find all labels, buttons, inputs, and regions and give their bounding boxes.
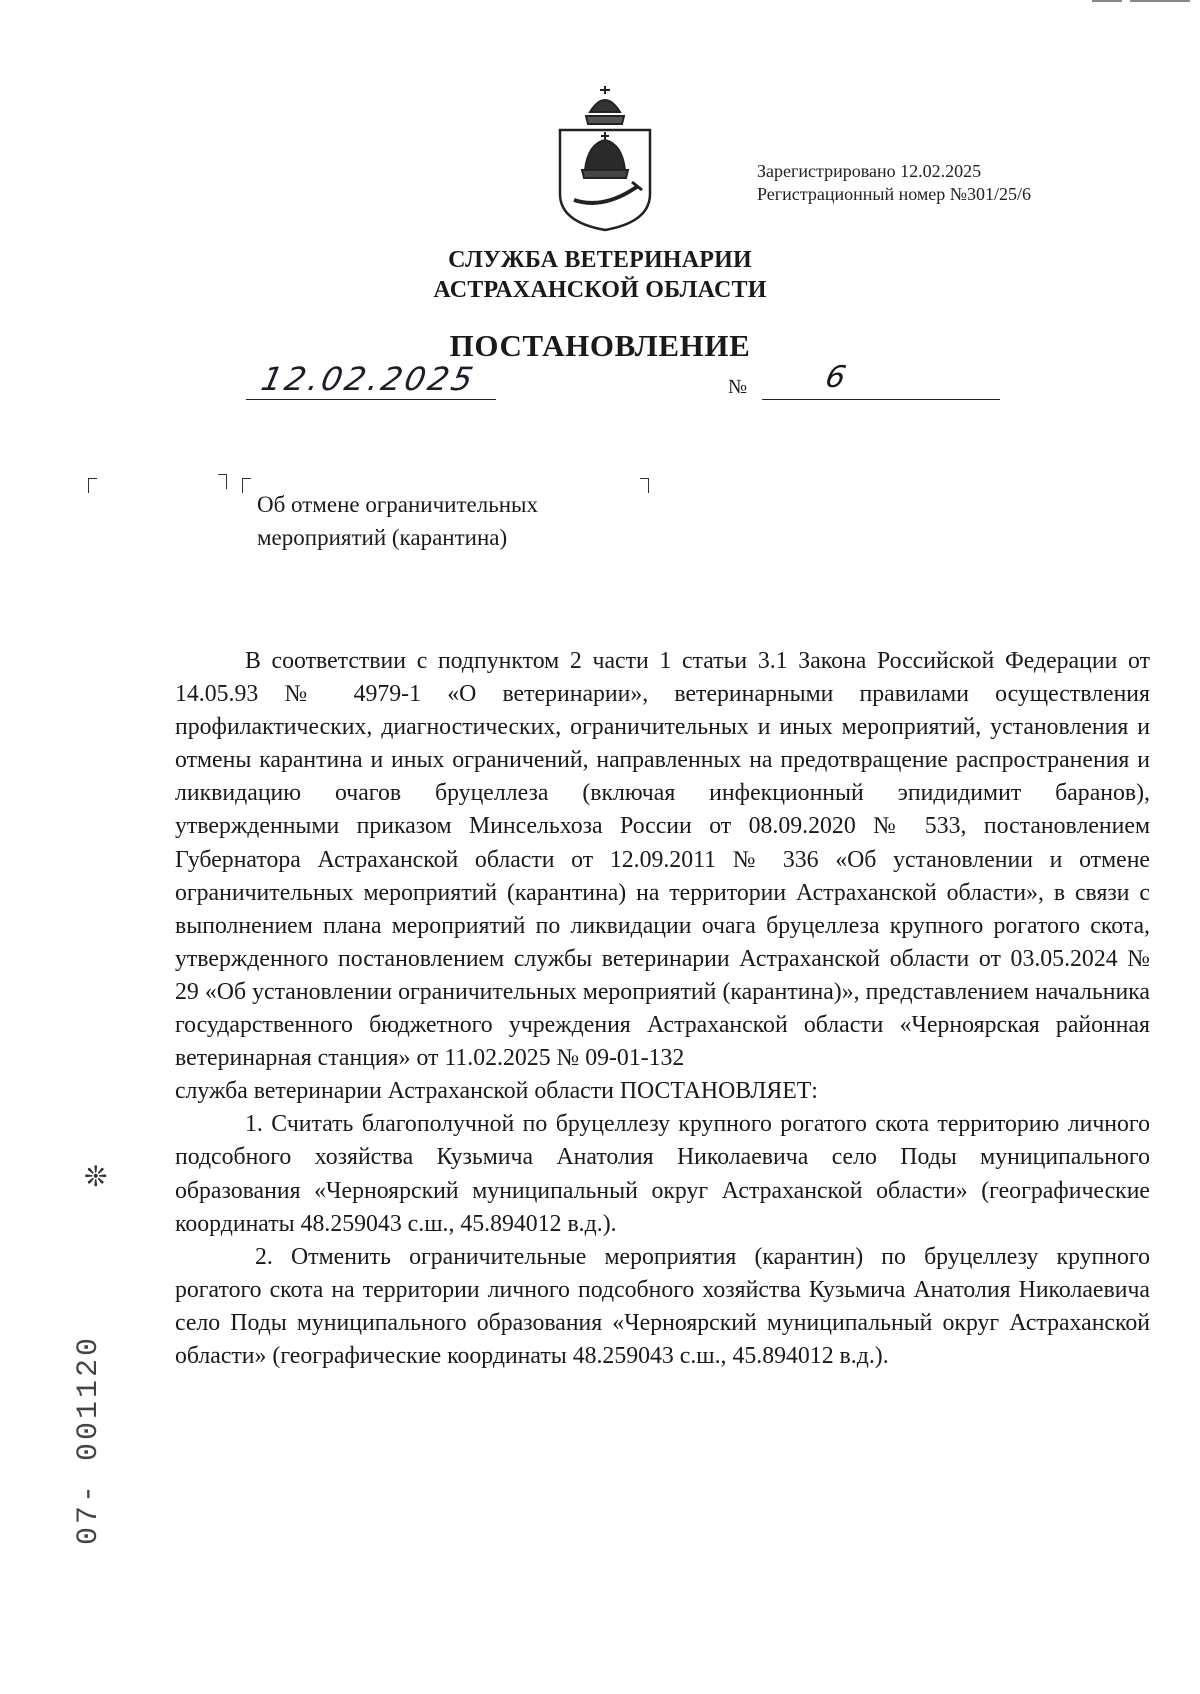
- date-underline: [246, 399, 496, 400]
- registration-date: Зарегистрировано 12.02.2025: [757, 161, 982, 181]
- coat-of-arms-icon: [552, 82, 658, 232]
- subject-bracket-left-outer: [218, 474, 227, 489]
- number-underline: [762, 399, 1000, 400]
- resolution-item-1: 1. Считать благополучной по бруцеллезу крупного рогатого скота территорию личного подсобного хозяйства Кузьмича Анатолия Николаевича село Поды муниципального образования «Черноярский муниципальный округ Астраханской области» (географические координаты 48.259043 с.ш., 45.894012 в.д.).: [175, 1111, 1150, 1237]
- document-subject: [257, 488, 538, 554]
- registration-number: Регистрационный номер №301/25/6: [757, 184, 1031, 204]
- number-label: №: [728, 376, 748, 398]
- subject-line2: мероприятий (карантина): [257, 525, 508, 550]
- scan-edge-mark: [1130, 0, 1190, 2]
- resolution-item-2: 2. Отменить ограничительные мероприятия (карантин) по бруцеллезу крупного рогатого скота на территории личного подсобного хозяйства Кузьмича Анатолия Николаевича село Поды муниципального образования «Черноярский муниципальный округ Астраханской области» (географические координаты 48.259043 с.ш., 45.894012 в.д.).: [175, 1243, 1150, 1369]
- side-registration-code: 07- 001120: [72, 1334, 106, 1545]
- preamble-paragraph: В соответствии с подпунктом 2 части 1 статьи 3.1 Закона Российской Федерации от 14.05.93 № 4979-1 «О ветеринарии», ветеринарными правилами осуществления профилактических, диагностических, ограничительных и иных мероприятий, установления и отмены карантина и иных ограничений, направленных на предотвращение распространения и ликвидацию очагов бруцеллеза (включая инфекционный эпидидимит баранов), утвержденными приказом Минсельхоза России от 08.09.2020 № 533, постановлением Губернатора Астраханской области от 12.09.2011 № 336 «Об установлении и отмене ограничительных мероприятий (карантина) на территории Астраханской области», в связи с выполнением плана мероприятий по ликвидации очага бруцеллеза крупного рогатого скота, утвержденного постановлением службы ветеринарии Астраханской области от 03.05.2024 № 29 «Об установлении ограничительных мероприятий (карантина)», представлением начальника государственного бюджетного учреждения Астраханской области «Черноярская районная ветеринарная станция» от 11.02.2025 № 09-01-132: [175, 648, 1150, 1072]
- side-mark: ❊: [84, 1162, 108, 1193]
- resolution-line: служба ветеринарии Астраханской области ПОСТАНОВЛЯЕТ:: [175, 1078, 818, 1105]
- subject-bracket-left: [242, 478, 251, 493]
- document-number: 6: [822, 360, 849, 395]
- subject-line1: Об отмене ограничительных: [257, 492, 538, 517]
- document-type: ПОСТАНОВЛЕНИЕ: [449, 328, 751, 363]
- agency-name-line1: СЛУЖБА ВЕТЕРИНАРИИ: [448, 247, 752, 273]
- document-body: [175, 645, 1150, 1373]
- subject-bracket-right: [640, 478, 649, 493]
- agency-name-line2: АСТРАХАНСКОЙ ОБЛАСТИ: [433, 277, 767, 303]
- scan-edge-mark: [1092, 0, 1122, 2]
- registration-stamp: [757, 160, 1031, 206]
- agency-name: [0, 245, 1200, 305]
- document-date: 12.02.2025: [257, 360, 480, 398]
- margin-bracket: [88, 478, 97, 493]
